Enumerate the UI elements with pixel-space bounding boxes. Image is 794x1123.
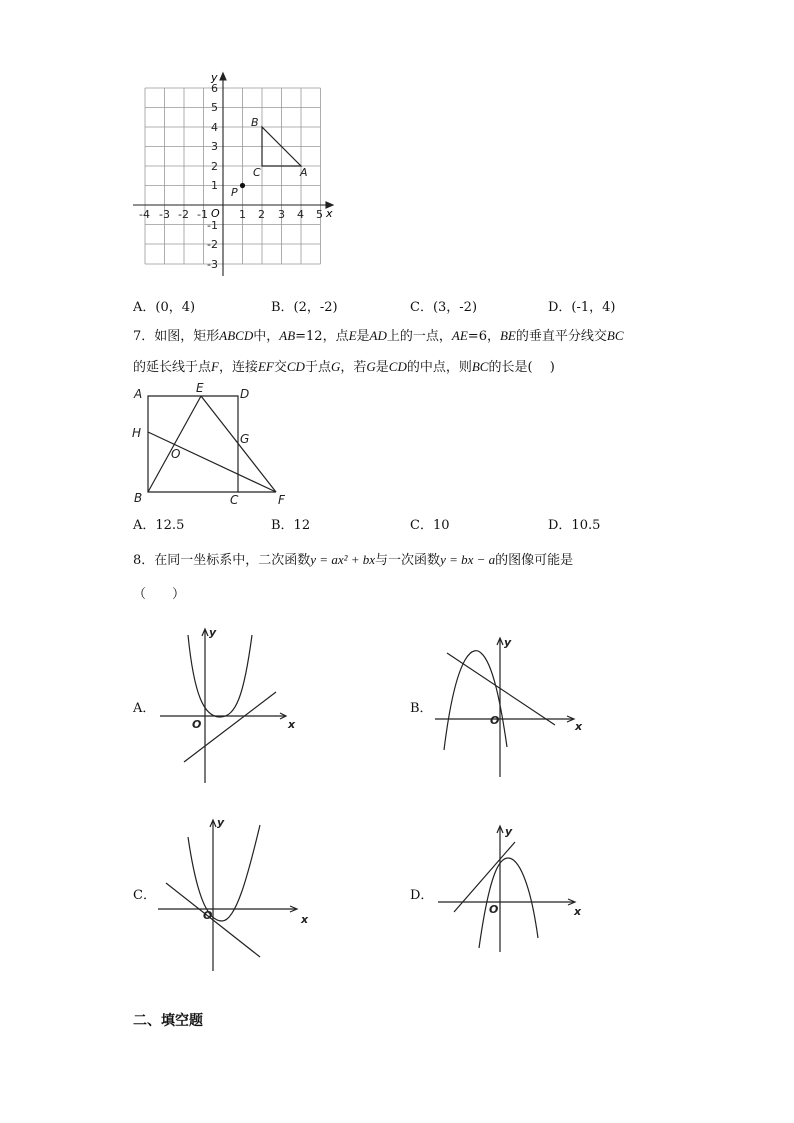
axis-y: y: [209, 626, 217, 639]
x-tick: 1: [239, 208, 246, 221]
x-tick: 4: [297, 208, 304, 221]
y-tick: -3: [207, 258, 218, 271]
axis-x: x: [574, 905, 582, 918]
y-tick: -2: [207, 238, 218, 251]
q7-option-a[interactable]: A．12.5: [133, 518, 185, 533]
q7-option-d[interactable]: D．10.5: [548, 518, 601, 533]
axis-y: y: [505, 825, 513, 838]
axis-x: x: [301, 913, 309, 926]
label-o: O: [171, 447, 181, 461]
label-f: F: [278, 493, 285, 507]
q7-option-c[interactable]: C．10: [410, 518, 450, 533]
y-tick: 1: [211, 179, 218, 192]
parabola: [479, 858, 538, 948]
label-b: B: [134, 491, 143, 505]
parabola: [188, 825, 260, 921]
q7-text-line2: 的延长线于点F，连接EF交CD于点G，若G是CD的中点，则BC的长是( ): [133, 359, 555, 375]
axis-o: O: [490, 714, 500, 727]
parabola: [188, 635, 252, 717]
label-a: A: [134, 387, 143, 401]
q8-graph-b[interactable]: [435, 635, 585, 780]
q8-option-d-label[interactable]: D．: [410, 888, 434, 903]
q8-text-line2: （ ）: [133, 587, 186, 602]
q7-text-line1: 7．如图，矩形ABCD中，AB=12，点E是AD上的一点，AE=6，BE的垂直平分线交BC: [133, 328, 624, 344]
q6-option-a[interactable]: A．(0，4): [133, 300, 196, 315]
rectangle-figure: [128, 380, 298, 508]
grid-origin-label: O: [211, 207, 220, 220]
label-h: H: [132, 426, 142, 440]
q6-option-c[interactable]: C．(3，-2): [410, 300, 478, 315]
x-tick: 5: [316, 208, 323, 221]
axis-o: O: [192, 718, 202, 731]
axis-o: O: [203, 909, 213, 922]
section-title: 二、填空题: [133, 1013, 203, 1029]
label-d: D: [240, 387, 250, 401]
line: [447, 653, 555, 725]
q8-option-a-label[interactable]: A．: [133, 701, 156, 716]
q8-option-b-label[interactable]: B．: [410, 701, 433, 716]
grid-x-label: x: [326, 207, 333, 220]
grid-y-label: y: [211, 71, 218, 84]
axis-y: y: [504, 636, 512, 649]
label-c: C: [230, 493, 239, 507]
label-c: C: [253, 166, 261, 179]
label-b: B: [251, 116, 259, 129]
label-p: P: [231, 186, 238, 199]
y-tick: 4: [211, 121, 218, 134]
x-tick: 2: [258, 208, 265, 221]
parabola: [444, 651, 507, 750]
axis-x: x: [575, 720, 583, 733]
y-tick: -1: [207, 219, 218, 232]
point-p: [240, 183, 245, 188]
segment-hf: [148, 432, 276, 492]
x-tick: 3: [278, 208, 285, 221]
x-tick: -3: [159, 208, 170, 221]
y-tick: 2: [211, 160, 218, 173]
q7-option-b[interactable]: B．12: [271, 518, 311, 533]
q8-option-c-label[interactable]: C．: [133, 888, 156, 903]
x-tick: -2: [178, 208, 189, 221]
x-tick: -1: [197, 208, 208, 221]
q6-option-d[interactable]: D．(-1，4): [548, 300, 616, 315]
y-tick: 5: [211, 101, 218, 114]
coordinate-grid-figure: [125, 68, 340, 283]
x-tick: -4: [139, 208, 150, 221]
label-e: E: [196, 381, 204, 395]
q8-text-line1: 8．在同一坐标系中，二次函数y = ax² + bx与一次函数y = bx − a的图像可能是: [133, 552, 574, 568]
axis-o: O: [489, 903, 499, 916]
axis-x: x: [288, 718, 296, 731]
label-a: A: [300, 166, 308, 179]
grid-lines: [145, 88, 321, 264]
q6-option-b[interactable]: B．(2，-2): [271, 300, 338, 315]
q8-graph-a[interactable]: [160, 625, 300, 785]
y-tick: 6: [211, 82, 218, 95]
q8-graph-d[interactable]: [438, 820, 588, 955]
q8-graph-c[interactable]: [158, 815, 313, 975]
y-tick: 3: [211, 140, 218, 153]
label-g: G: [240, 432, 250, 446]
axis-y: y: [217, 816, 225, 829]
